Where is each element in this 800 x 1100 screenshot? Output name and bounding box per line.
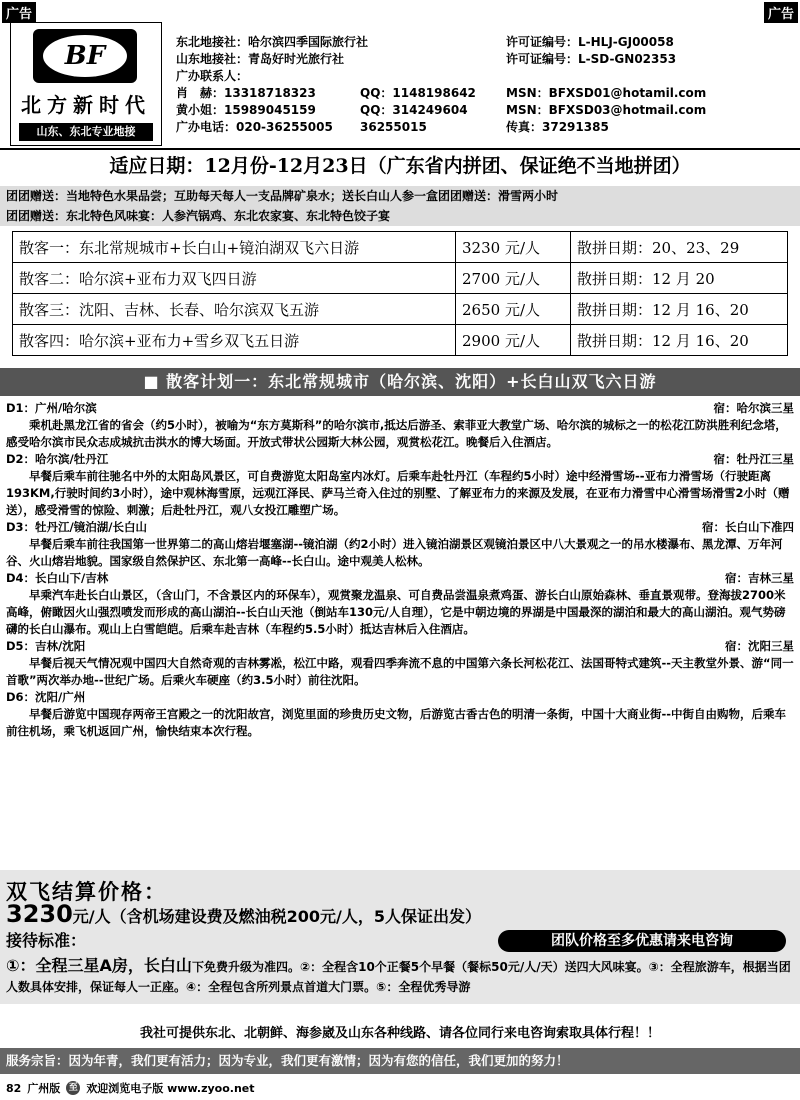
day-stay: 宿：哈尔滨三星 xyxy=(713,401,794,415)
reception-standards xyxy=(6,956,794,997)
office-phone: 广办电话：020-36255005 xyxy=(176,120,333,134)
gift-box xyxy=(0,186,800,226)
group-price-note: 团队价格至多优惠请来电咨询 xyxy=(498,930,786,952)
logo-tagline: 山东、东北专业地接 xyxy=(19,123,153,141)
route-dates: 散拼日期：12 月 20 xyxy=(571,263,788,294)
day-stay: 宿：沈阳三星 xyxy=(725,639,794,653)
itinerary-day xyxy=(6,570,794,638)
itinerary-day xyxy=(6,400,794,451)
itinerary-day xyxy=(6,638,794,689)
day-title: D6：沈阳/广州 xyxy=(6,690,86,704)
gift-line: 团团赠送：当地特色水果品尝；互助每天每人一支品牌矿泉水；送长白山人参一盒团团赠送：滑雪两小时 xyxy=(6,189,559,203)
day-text: 乘机赴黑龙江省的省会（约5小时），被喻为“东方莫斯科”的哈尔滨市,抵达后游圣、索菲亚大教堂广场、哈尔滨的城标之一的松花江防洪胜利纪念塔，感受哈尔滨市民众志成城抗击洪水的博大场面。开放式带状公园斯大林公园，观赏松花江。晚餐后入住酒店。 xyxy=(6,418,787,449)
contact-row xyxy=(176,85,706,102)
agency-row xyxy=(176,68,706,85)
contact-row xyxy=(176,102,706,119)
itinerary xyxy=(6,400,794,740)
route-name: 散客二：哈尔滨+亚布力双飞四日游 xyxy=(13,263,456,294)
contact-qq: QQ：314249604 xyxy=(360,103,468,117)
route-name: 散客三：沈阳、吉林、长春、哈尔滨双飞五游 xyxy=(13,294,456,325)
day-title: D1：广州/哈尔滨 xyxy=(6,401,97,415)
route-price: 2900 元/人 xyxy=(456,325,571,356)
ad-tag-right: 广告 xyxy=(764,2,798,23)
day-text: 早餐后乘车前往驰名中外的太阳岛风景区，可自费游览太阳岛室内冰灯。后乘车赴牡丹江（车程约5小时）途中经滑雪场--亚布力滑雪场（行驶距离193KM,行驶时间约3小时），途中观林海雪原，远观江泽民、萨马兰奇入住过的别墅、了解亚布力的来源及发展，在亚布力滑雪中心滑雪场滑雪2小时（赠送），感受滑雪的惊险、刺激；后赴牡丹江，观八女投江雕塑广场。 xyxy=(6,469,790,517)
page-number: 82 xyxy=(6,1081,22,1095)
price-main xyxy=(6,900,481,928)
agency-info xyxy=(176,34,706,136)
routes-table xyxy=(12,231,788,356)
table-row xyxy=(13,294,788,325)
license-shandong: 许可证编号：L-SD-GN02353 xyxy=(506,52,677,66)
day-stay: 宿：长白山下准四 xyxy=(702,520,794,534)
edition-label: 广州版 xyxy=(27,1082,61,1095)
route-price: 3230 元/人 xyxy=(456,232,571,263)
footer-link[interactable]: 欢迎浏览电子版 www.zyoo.net xyxy=(86,1082,255,1095)
agency-row xyxy=(176,34,706,51)
agency-row xyxy=(176,51,706,68)
contacts-label: 广办联系人： xyxy=(176,69,249,83)
route-name: 散客四：哈尔滨+亚布力+雪乡双飞五日游 xyxy=(13,325,456,356)
std-highlight: ①：全程三星A房，长白山 xyxy=(6,956,192,975)
route-price: 2650 元/人 xyxy=(456,294,571,325)
route-price: 2700 元/人 xyxy=(456,263,571,294)
route-name: 散客一：东北常规城市+长白山+镜泊湖双飞六日游 xyxy=(13,232,456,263)
agency-shandong: 山东地接社：青岛好时光旅行社 xyxy=(176,52,345,66)
contact-msn: MSN：BFXSD03@hotmail.com xyxy=(506,103,707,117)
table-row xyxy=(13,325,788,356)
day-title: D3：牡丹江/镜泊湖/长白山 xyxy=(6,520,147,534)
plan-title: ■ 散客计划一：东北常规城市（哈尔滨、沈阳）+长白山双飞六日游 xyxy=(0,368,800,396)
date-line: 适应日期：12月份-12月23日（广东省内拼团、保证绝不当地拼团） xyxy=(109,155,691,177)
day-stay: 宿：吉林三星 xyxy=(725,571,794,585)
day-title: D5：吉林/沈阳 xyxy=(6,639,86,653)
table-row xyxy=(13,263,788,294)
table-row xyxy=(13,232,788,263)
route-dates: 散拼日期：12 月 16、20 xyxy=(571,325,788,356)
license-northeast: 许可证编号：L-HLJ-GJ00058 xyxy=(506,35,674,49)
company-logo xyxy=(10,22,162,146)
footer xyxy=(6,1080,255,1096)
brand-icon: 至 xyxy=(66,1081,80,1095)
agency-northeast: 东北地接社：哈尔滨四季国际旅行社 xyxy=(176,35,369,49)
price-amount: 3230 xyxy=(6,900,73,928)
route-dates: 散拼日期：20、23、29 xyxy=(571,232,788,263)
day-text: 早餐后乘车前往我国第一世界第二的高山熔岩堰塞湖--镜泊湖（约2小时）进入镜泊湖景区观镜泊景区中八大景观之一的吊水楼瀑布、黑龙潭、万年河谷、火山熔岩地貌。国家级自然保护区、东北第一高峰--长白山。途中观美人松林。 xyxy=(6,537,783,568)
day-text: 早餐后视天气情况观中国四大自然奇观的吉林雾凇，松江中路，观看四季奔流不息的中国第六条长河松花江、法国哥特式建筑--天主教堂外景、游“同一首歌”两次举办地--世纪广场。后乘火车硬座（约3.5小时）前往沈阳。 xyxy=(6,656,794,687)
logo-name: 北方新时代 xyxy=(21,93,151,117)
service-slogan: 服务宗旨：因为年青，我们更有活力；因为专业，我们更有激情；因为有您的信任，我们更加的努力！ xyxy=(0,1048,800,1074)
contact-qq: QQ：1148198642 xyxy=(360,86,476,100)
reception-label: 接待标准： xyxy=(6,931,87,950)
price-title: 双飞结算价格： xyxy=(6,880,167,904)
itinerary-day xyxy=(6,519,794,570)
day-text: 早乘汽车赴长白山景区，（含山门，不含景区内的环保车），观赏聚龙温泉、可自费品尝温泉煮鸡蛋、游长白山原始森林、垂直景观带。登海拔2700米高峰，俯瞰因火山强烈喷发而形成的高山湖泊--长白山天池（倒站车130元/人自理），它是中朝边境的界湖是中国最深的湖泊和最大的高山湖泊。观气势磅礴的长白山瀑布。观山上白雪皑皑。后乘车赴吉林（车程约5.5小时）抵达吉林后入住酒店。 xyxy=(6,588,786,636)
contact-row xyxy=(176,119,706,136)
office-fax: 传真：37291385 xyxy=(506,120,609,134)
ad-tag-left: 广告 xyxy=(2,2,36,23)
office-phone-2: 36255015 xyxy=(360,120,427,134)
itinerary-day xyxy=(6,451,794,519)
contact-msn: MSN：BFXSD01@hotamil.com xyxy=(506,86,707,100)
day-title: D2：哈尔滨/牡丹江 xyxy=(6,452,109,466)
gift-line: 团团赠送：东北特色风味宴：人参汽锅鸡、东北农家宴、东北特色饺子宴 xyxy=(6,209,391,223)
day-text: 早餐后游览中国现存两帝王宫殿之一的沈阳故宫，浏览里面的珍贵历史文物，后游览古香古色的明清一条街，中国十大商业街--中街自由购物，后乘车前往机场，乘飞机返回广州，愉快结束本次行程。 xyxy=(6,707,787,738)
day-stay: 宿：牡丹江三星 xyxy=(713,452,794,466)
day-title: D4：长白山下/吉林 xyxy=(6,571,109,585)
route-dates: 散拼日期：12 月 16、20 xyxy=(571,294,788,325)
std-text: 下免费升级为准四。②：全程含10个正餐5个早餐（餐标50元/人/天）送四大风味宴。③：全程旅游车，根据当团人数具体安排，保证每人一正座。④：全程包含所列景点首道大门票。⑤：全程优秀导游 xyxy=(6,960,791,994)
itinerary-day xyxy=(6,689,794,740)
logo-initials: BF xyxy=(43,35,127,77)
price-detail: 元/人（含机场建设费及燃油税200元/人，5人保证出发） xyxy=(72,907,482,926)
contact-phone: 黄小姐：15989045159 xyxy=(176,103,316,117)
contact-phone: 肖 赫：13318718323 xyxy=(176,86,316,100)
contact-line: 我社可提供东北、北朝鲜、海参崴及山东各种线路、请各位同行来电咨询索取具体行程！！ xyxy=(139,1026,660,1041)
